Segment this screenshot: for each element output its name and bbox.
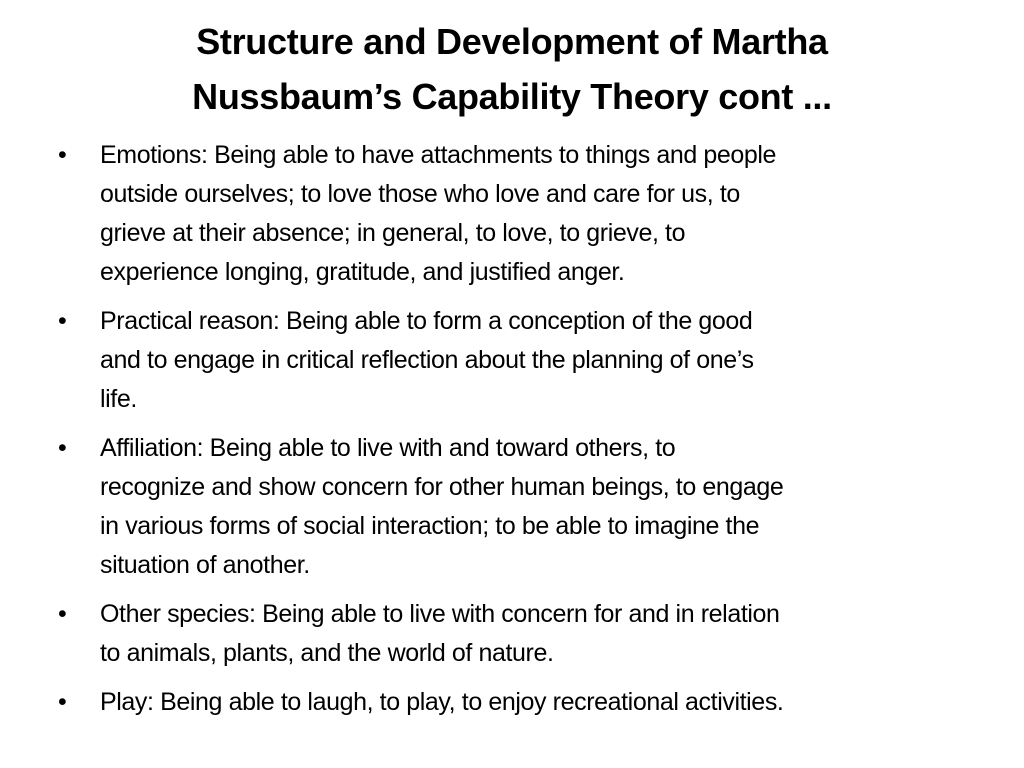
slide-title-line: Nussbaum’s Capability Theory cont ... (192, 76, 832, 117)
bullet-line: Play: Being able to laugh, to play, to enjoy recreational activities. (100, 688, 784, 716)
slide-title (60, 14, 964, 124)
bullet-line: and to engage in critical reflection about the planning of one’s (100, 346, 754, 374)
bullet-icon: • (58, 688, 67, 716)
bullet-icon: • (58, 434, 67, 462)
bullet-item-practical-reason (58, 302, 978, 419)
bullet-text (100, 136, 978, 292)
bullet-icon: • (58, 600, 67, 628)
bullet-line: in various forms of social interaction; to be able to imagine the (100, 512, 760, 540)
bullet-text (100, 595, 978, 673)
bullet-item-play (58, 683, 978, 722)
bullet-text (100, 683, 978, 722)
bullet-item-affiliation (58, 429, 978, 585)
bullet-list (58, 136, 978, 732)
bullet-line: Other species: Being able to live with concern for and in relation (100, 600, 780, 628)
bullet-line: life. (100, 385, 137, 413)
bullet-line: to animals, plants, and the world of nature. (100, 639, 554, 667)
slide-title-line: Structure and Development of Martha (196, 21, 828, 62)
bullet-icon: • (58, 141, 67, 169)
bullet-icon: • (58, 307, 67, 335)
bullet-line: Affiliation: Being able to live with and toward others, to (100, 434, 676, 462)
bullet-line: outside ourselves; to love those who love and care for us, to (100, 180, 740, 208)
bullet-line: experience longing, gratitude, and justified anger. (100, 258, 625, 286)
bullet-item-emotions (58, 136, 978, 292)
bullet-line: recognize and show concern for other human beings, to engage (100, 473, 784, 501)
bullet-text (100, 302, 978, 419)
bullet-line: grieve at their absence; in general, to love, to grieve, to (100, 219, 686, 247)
bullet-text (100, 429, 978, 585)
bullet-line: situation of another. (100, 551, 310, 579)
bullet-line: Practical reason: Being able to form a conception of the good (100, 307, 753, 335)
bullet-line: Emotions: Being able to have attachments to things and people (100, 141, 777, 169)
bullet-item-other-species (58, 595, 978, 673)
